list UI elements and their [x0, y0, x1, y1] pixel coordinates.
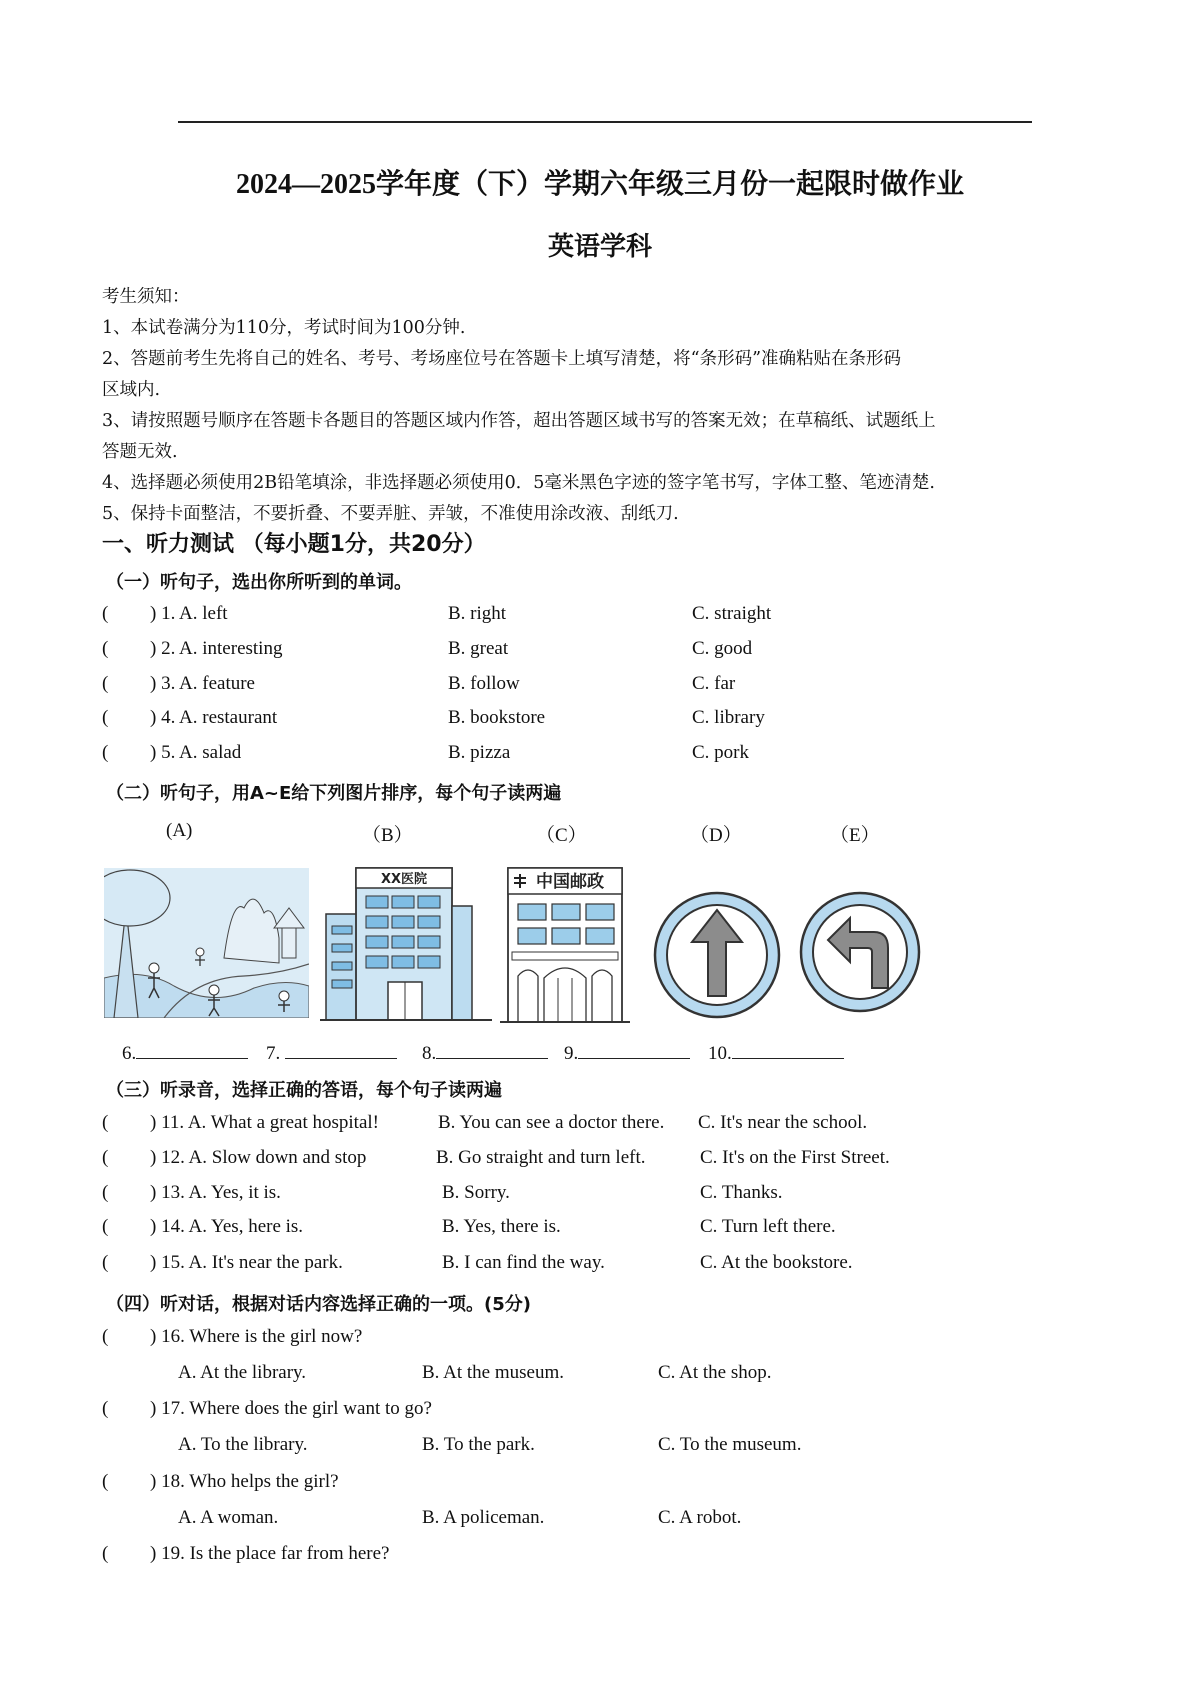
question-text: ) 19. Is the place far from here? [150, 1543, 390, 1564]
option-a: ) 12. A. Slow down and stop [150, 1147, 367, 1168]
option-a: ) 2. A. interesting [150, 638, 283, 659]
exam-notice [102, 282, 1102, 530]
option-a: ) 5. A. salad [150, 742, 242, 763]
answer-paren: ( [102, 1471, 109, 1492]
question-row [102, 1147, 1102, 1177]
blank-7[interactable] [266, 1040, 397, 1065]
option-c: C. To the museum. [658, 1434, 802, 1455]
answer-paren: ( [102, 1326, 109, 1347]
notice-line: 3、请按照题号顺序在答题卡各题目的答题区域内作答，超出答题区域书写的答案无效；在草稿纸、试题纸上 [102, 411, 936, 431]
option-c: C. good [692, 638, 753, 659]
question-row [102, 638, 1102, 668]
option-c: C. It's near the school. [698, 1112, 868, 1133]
question-row [102, 1543, 1102, 1573]
picture-label-b: （B） [362, 825, 413, 846]
question-row [102, 1216, 1102, 1246]
blank-number: 9. [564, 1043, 579, 1064]
option-b: B. bookstore [448, 707, 546, 728]
option-b: B. Sorry. [442, 1182, 510, 1203]
hospital-building-image [320, 866, 492, 1024]
notice-line: 4、选择题必须使用2B铅笔填涂，非选择题必须使用0．5毫米黑色字迹的签字笔书写，字体工整、笔迹清楚. [102, 473, 935, 493]
blank-number: 10. [708, 1043, 732, 1064]
park-scene-image [104, 868, 309, 1018]
question-text: ) 17. Where does the girl want to go? [150, 1398, 432, 1419]
post-office-building-image [500, 866, 630, 1026]
question-row [102, 603, 1102, 633]
option-c: C. straight [692, 603, 772, 624]
question-row [102, 1112, 1102, 1142]
option-b: B. At the museum. [422, 1362, 564, 1383]
notice-line: 区域内. [102, 380, 161, 400]
option-a: ) 1. A. left [150, 603, 228, 624]
picture-label-a: (A) [166, 820, 193, 841]
part1-title: （一）听句子，选出你所听到的单词。 [106, 572, 412, 593]
subject-title: 英语学科 [547, 232, 652, 261]
answer-paren: ( [102, 1147, 109, 1168]
option-b: B. right [448, 603, 507, 624]
notice-line: 2、答题前考生先将自己的姓名、考号、考场座位号在答题卡上填写清楚，将“条形码”准确粘贴在条形码 [102, 349, 902, 369]
answer-paren: ( [102, 1398, 109, 1419]
question-row [102, 1182, 1102, 1212]
answer-paren: ( [102, 673, 109, 694]
notice-line: 5、保持卡面整洁，不要折叠、不要弄脏、弄皱，不准使用涂改液、刮纸刀. [102, 504, 679, 524]
option-c: C. At the bookstore. [700, 1252, 853, 1273]
option-b: B. I can find the way. [442, 1252, 605, 1273]
blank-6[interactable] [122, 1040, 248, 1065]
answer-paren: ( [102, 1112, 109, 1133]
hospital-sign: XX医院 [380, 872, 428, 887]
option-b: B. Go straight and turn left. [436, 1147, 646, 1168]
section-listening-title: 一、听力测试 （每小题1分，共20分） [102, 532, 486, 557]
option-b: B. great [448, 638, 509, 659]
go-straight-sign-icon [652, 890, 782, 1020]
part3-title: （三）听录音，选择正确的答语，每个句子读两遍 [106, 1080, 502, 1101]
answer-paren: ( [102, 603, 109, 624]
option-c: C. library [692, 707, 765, 728]
blank-10[interactable] [708, 1040, 844, 1065]
option-a: A. A woman. [178, 1507, 279, 1528]
answer-paren: ( [102, 1182, 109, 1203]
picture-label-d: （D） [690, 825, 742, 846]
answer-paren: ( [102, 1543, 109, 1564]
blank-number: 8. [422, 1043, 437, 1064]
answer-paren: ( [102, 638, 109, 659]
option-c: C. A robot. [658, 1507, 742, 1528]
option-b: B. Yes, there is. [442, 1216, 561, 1237]
top-rule [178, 121, 1032, 123]
option-b: B. pizza [448, 742, 511, 763]
turn-left-sign-icon [798, 890, 922, 1014]
part4-title: （四）听对话，根据对话内容选择正确的一项。(5分) [106, 1294, 531, 1315]
blank-number: 6. [122, 1043, 137, 1064]
question-row [102, 1398, 1102, 1428]
options-row [102, 1362, 1102, 1392]
option-b: B. You can see a doctor there. [438, 1112, 665, 1133]
blank-8[interactable] [422, 1040, 548, 1065]
question-text: ) 18. Who helps the girl? [150, 1471, 339, 1492]
options-row [102, 1507, 1102, 1537]
question-row [102, 1471, 1102, 1501]
option-a: ) 11. A. What a great hospital! [150, 1112, 379, 1133]
question-row [102, 742, 1102, 772]
answer-paren: ( [102, 1252, 109, 1273]
options-row [102, 1434, 1102, 1464]
question-text: ) 16. Where is the girl now? [150, 1326, 363, 1347]
option-a: ) 14. A. Yes, here is. [150, 1216, 304, 1237]
option-c: C. At the shop. [658, 1362, 772, 1383]
question-row [102, 1326, 1102, 1356]
page-title: 2024—2025学年度（下）学期六年级三月份一起限时做作业 [235, 169, 964, 200]
answer-paren: ( [102, 707, 109, 728]
option-c: C. far [692, 673, 736, 694]
option-b: B. follow [448, 673, 520, 694]
option-a: ) 4. A. restaurant [150, 707, 278, 728]
option-b: B. A policeman. [422, 1507, 545, 1528]
option-a: ) 3. A. feature [150, 673, 255, 694]
picture-label-e: （E） [830, 825, 880, 846]
answer-paren: ( [102, 742, 109, 763]
question-row [102, 1252, 1102, 1282]
option-a: A. To the library. [178, 1434, 308, 1455]
question-row [102, 673, 1102, 703]
option-c: C. pork [692, 742, 749, 763]
post-office-sign: 中国邮政 [536, 872, 604, 892]
picture-label-c: （C） [536, 825, 587, 846]
notice-heading: 考生须知： [102, 287, 190, 307]
blank-number: 7. [266, 1043, 281, 1064]
option-b: B. To the park. [422, 1434, 535, 1455]
option-a: A. At the library. [178, 1362, 307, 1383]
question-row [102, 707, 1102, 737]
option-c: C. Thanks. [700, 1182, 783, 1203]
option-a: ) 15. A. It's near the park. [150, 1252, 343, 1273]
part2-title: （二）听句子，用A~E给下列图片排序，每个句子读两遍 [106, 783, 562, 804]
notice-line: 1、本试卷满分为110分，考试时间为100分钟. [102, 318, 466, 338]
option-a: ) 13. A. Yes, it is. [150, 1182, 281, 1203]
option-c: C. Turn left there. [700, 1216, 836, 1237]
option-c: C. It's on the First Street. [700, 1147, 890, 1168]
notice-line: 答题无效. [102, 442, 178, 462]
answer-paren: ( [102, 1216, 109, 1237]
blank-9[interactable] [564, 1040, 690, 1065]
